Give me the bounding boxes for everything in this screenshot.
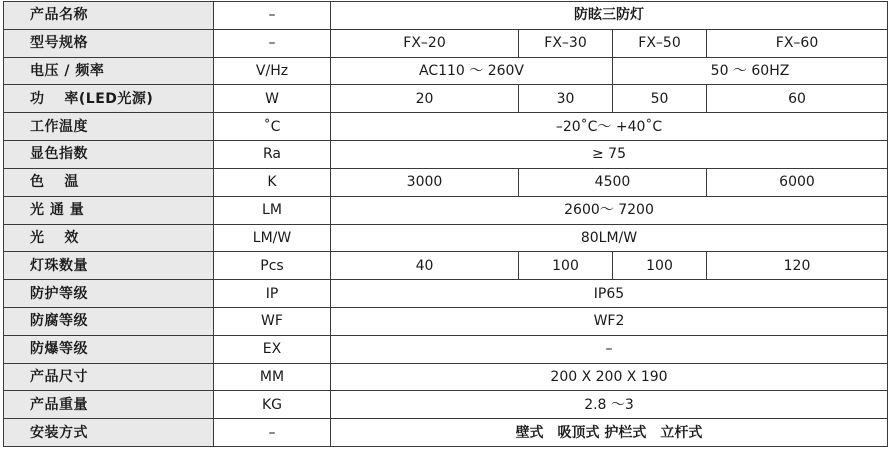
row-unit: LM	[214, 196, 331, 224]
row-label: 产品重量	[4, 391, 214, 419]
row-unit: IP	[214, 280, 331, 308]
row-unit: –	[214, 29, 331, 57]
power-value: 50	[613, 85, 707, 113]
row-label: 电压 / 频率	[4, 57, 214, 85]
power-value: 30	[519, 85, 613, 113]
product-name-value: 防眩三防灯	[331, 2, 888, 30]
weight-value: 2.8 ～3	[331, 391, 888, 419]
row-efficacy	[4, 224, 888, 252]
row-label: 色 温	[4, 168, 214, 196]
row-ip-rating	[4, 280, 888, 308]
color-temp-value: 4500	[519, 168, 707, 196]
row-unit: KG	[214, 391, 331, 419]
row-voltage	[4, 57, 888, 85]
row-unit: V/Hz	[214, 57, 331, 85]
temperature-value: –20˚C～ +40˚C	[331, 113, 888, 141]
color-temp-value: 3000	[331, 168, 519, 196]
row-label: 灯珠数量	[4, 252, 214, 280]
row-unit: MM	[214, 363, 331, 391]
frequency-value: 50 ～ 60HZ	[613, 57, 888, 85]
spec-table	[3, 1, 888, 447]
row-label: 型号规格	[4, 29, 214, 57]
model-fx60: FX–60	[707, 29, 888, 57]
ip-rating-value: IP65	[331, 280, 888, 308]
row-dimensions	[4, 363, 888, 391]
row-unit: K	[214, 168, 331, 196]
row-unit: –	[214, 2, 331, 30]
color-temp-value: 6000	[707, 168, 888, 196]
model-fx20: FX–20	[331, 29, 519, 57]
led-count-value: 100	[519, 252, 613, 280]
row-temperature	[4, 113, 888, 141]
row-installation	[4, 419, 888, 447]
row-luminous-flux	[4, 196, 888, 224]
power-value: 20	[331, 85, 519, 113]
row-unit: EX	[214, 335, 331, 363]
row-corrosion-rating	[4, 307, 888, 335]
row-unit: ˚C	[214, 113, 331, 141]
cri-value: ≥ 75	[331, 141, 888, 169]
row-label: 产品尺寸	[4, 363, 214, 391]
dimensions-value: 200 X 200 X 190	[331, 363, 888, 391]
row-cri	[4, 141, 888, 169]
row-label: 防腐等级	[4, 307, 214, 335]
row-label: 光 效	[4, 224, 214, 252]
row-label: 光 通 量	[4, 196, 214, 224]
voltage-value: AC110 ～ 260V	[331, 57, 613, 85]
row-led-count	[4, 252, 888, 280]
model-fx30: FX–30	[519, 29, 613, 57]
row-unit: WF	[214, 307, 331, 335]
corrosion-rating-value: WF2	[331, 307, 888, 335]
row-explosion-rating	[4, 335, 888, 363]
led-count-value: 40	[331, 252, 519, 280]
led-count-value: 100	[613, 252, 707, 280]
power-value: 60	[707, 85, 888, 113]
model-fx50: FX–50	[613, 29, 707, 57]
row-unit: W	[214, 85, 331, 113]
row-unit: Ra	[214, 141, 331, 169]
row-label: 防爆等级	[4, 335, 214, 363]
row-product-name	[4, 2, 888, 30]
row-label: 产品名称	[4, 2, 214, 30]
row-power	[4, 85, 888, 113]
row-label: 安装方式	[4, 419, 214, 447]
row-label: 防护等级	[4, 280, 214, 308]
row-unit: LM/W	[214, 224, 331, 252]
led-count-value: 120	[707, 252, 888, 280]
explosion-rating-value: –	[331, 335, 888, 363]
row-unit: –	[214, 419, 331, 447]
luminous-flux-value: 2600～ 7200	[331, 196, 888, 224]
row-model	[4, 29, 888, 57]
efficacy-value: 80LM/W	[331, 224, 888, 252]
row-color-temp	[4, 168, 888, 196]
row-label: 功 率(LED光源)	[4, 85, 214, 113]
row-weight	[4, 391, 888, 419]
row-label: 显色指数	[4, 141, 214, 169]
installation-value: 壁式 吸顶式 护栏式 立杆式	[331, 419, 888, 447]
row-label: 工作温度	[4, 113, 214, 141]
row-unit: Pcs	[214, 252, 331, 280]
